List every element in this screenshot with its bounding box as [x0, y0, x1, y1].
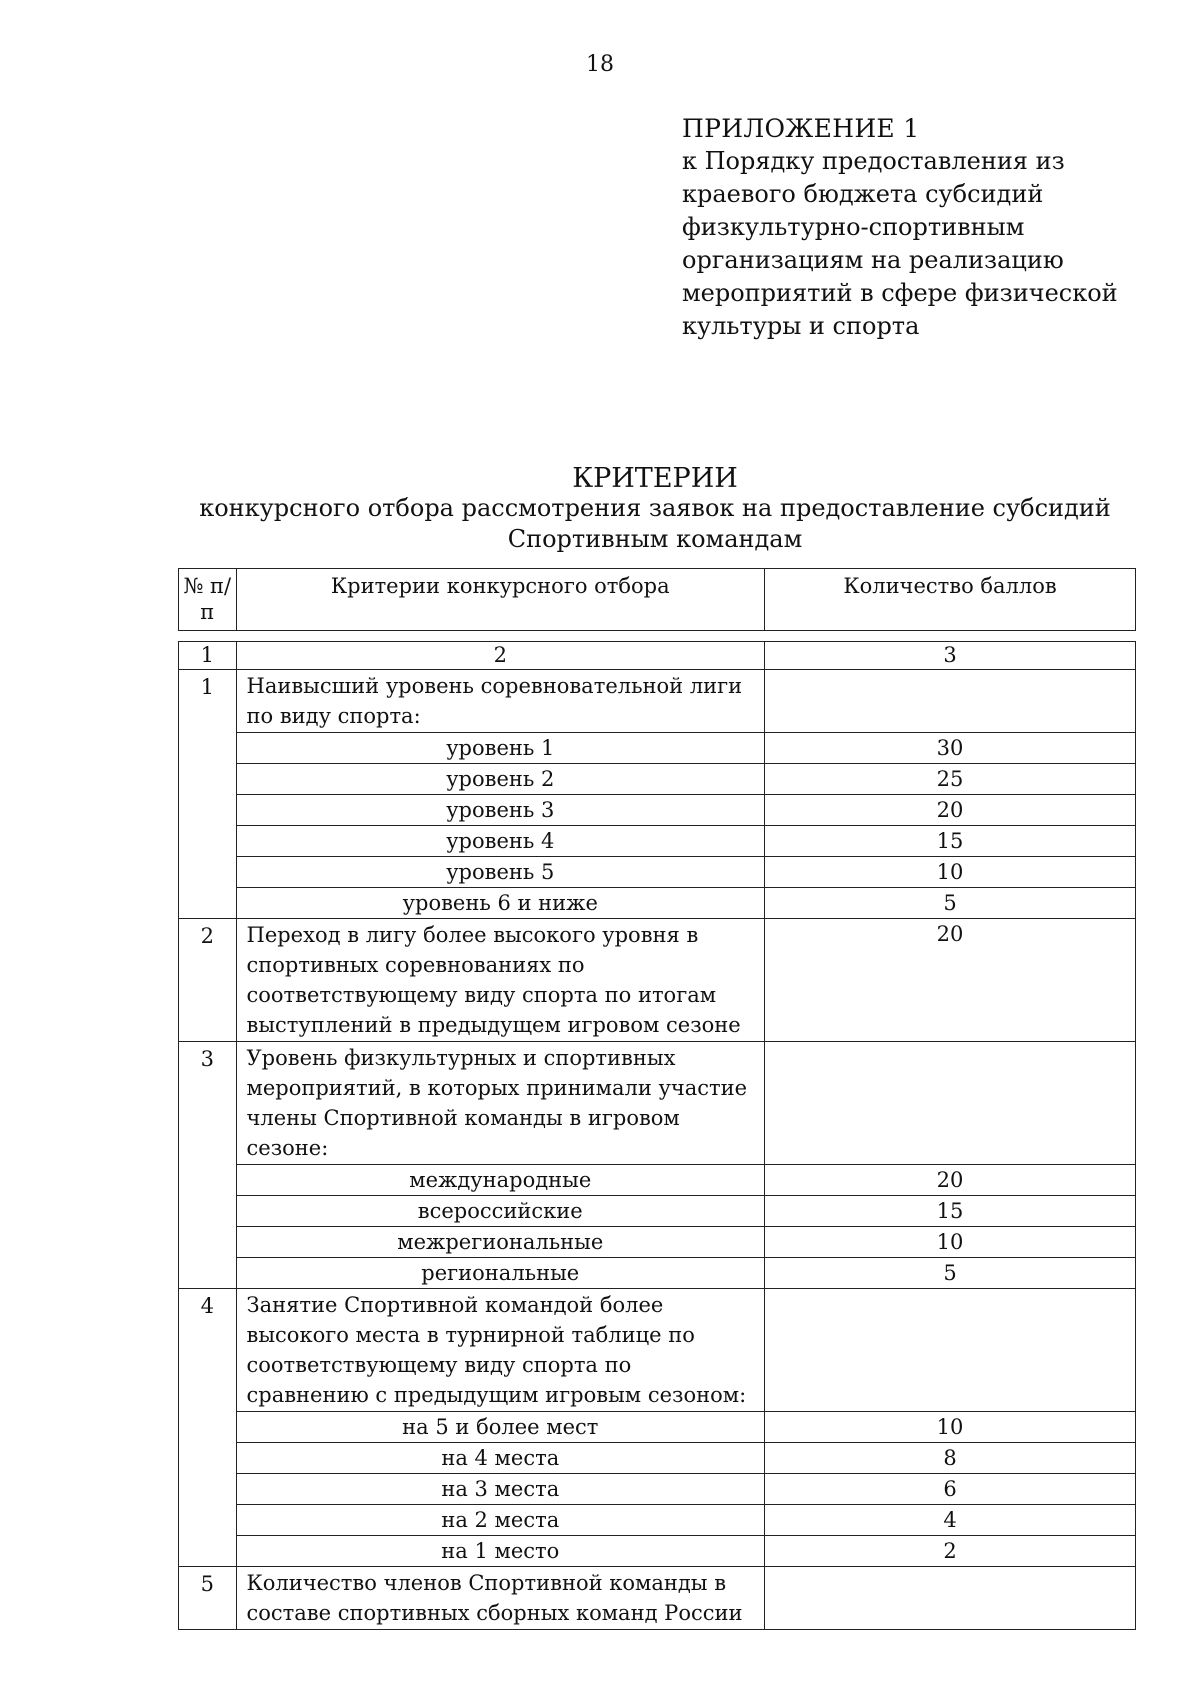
sub-criteria-label: на 5 и более мест — [236, 1412, 765, 1443]
sub-criteria-row — [179, 733, 1136, 764]
sub-criteria-points: 10 — [765, 1412, 1136, 1443]
sub-criteria-label: уровень 1 — [236, 733, 765, 764]
sub-criteria-label: уровень 2 — [236, 764, 765, 795]
document-title: КРИТЕРИИ — [572, 463, 738, 494]
header-num: № п/п — [179, 569, 237, 631]
column-number: 3 — [765, 642, 1136, 670]
sub-criteria-label: на 4 места — [236, 1443, 765, 1474]
sub-criteria-points: 15 — [765, 1196, 1136, 1227]
subtitle-line-1: конкурсного отбора рассмотрения заявок на предоставление субсидий — [199, 494, 1111, 522]
criteria-number: 1 — [179, 670, 237, 919]
sub-criteria-label: уровень 6 и ниже — [236, 888, 765, 919]
criteria-number: 3 — [179, 1042, 237, 1289]
appendix-line: организациям на реализацию — [682, 246, 1064, 274]
column-number: 2 — [236, 642, 765, 670]
criteria-points — [765, 1289, 1136, 1412]
sub-criteria-row — [179, 857, 1136, 888]
sub-criteria-row — [179, 795, 1136, 826]
sub-criteria-label: межрегиональные — [236, 1227, 765, 1258]
criteria-number: 5 — [179, 1567, 237, 1630]
sub-criteria-label: всероссийские — [236, 1196, 765, 1227]
sub-criteria-points: 8 — [765, 1443, 1136, 1474]
sub-criteria-points: 10 — [765, 1227, 1136, 1258]
criteria-points — [765, 1042, 1136, 1165]
appendix-line: мероприятий в сфере физической — [682, 279, 1118, 307]
sub-criteria-points: 10 — [765, 857, 1136, 888]
sub-criteria-label: международные — [236, 1165, 765, 1196]
sub-criteria-row — [179, 764, 1136, 795]
sub-criteria-row — [179, 1505, 1136, 1536]
appendix-block — [682, 112, 1152, 343]
sub-criteria-points: 15 — [765, 826, 1136, 857]
subtitle-line-2: Спортивным командам — [507, 525, 803, 553]
sub-criteria-row — [179, 1258, 1136, 1289]
sub-criteria-row — [179, 888, 1136, 919]
sub-criteria-points: 20 — [765, 795, 1136, 826]
criteria-row — [179, 670, 1136, 733]
criteria-row — [179, 1289, 1136, 1412]
page-number: 18 — [586, 52, 614, 77]
sub-criteria-label: на 2 места — [236, 1505, 765, 1536]
criteria-row — [179, 1042, 1136, 1165]
sub-criteria-points: 20 — [765, 1165, 1136, 1196]
column-number: 1 — [179, 642, 237, 670]
criteria-text: Переход в лигу более высокого уровня в спортивных соревнованиях по соответствующему виду спорта по итогам выступлений в предыдущем игровом сезоне — [236, 919, 765, 1042]
sub-criteria-points: 4 — [765, 1505, 1136, 1536]
appendix-line: культуры и спорта — [682, 312, 920, 340]
criteria-points: 20 — [765, 919, 1136, 1042]
criteria-number: 4 — [179, 1289, 237, 1567]
sub-criteria-points: 30 — [765, 733, 1136, 764]
appendix-heading: ПРИЛОЖЕНИЕ 1 — [682, 114, 920, 143]
appendix-line: краевого бюджета субсидий — [682, 180, 1044, 208]
sub-criteria-points: 5 — [765, 1258, 1136, 1289]
header-points: Количество баллов — [765, 569, 1136, 631]
header-criteria: Критерии конкурсного отбора — [236, 569, 765, 631]
sub-criteria-row — [179, 1536, 1136, 1567]
criteria-text: Уровень физкультурных и спортивных мероприятий, в которых принимали участие члены Спортивной команды в игровом сезоне: — [236, 1042, 765, 1165]
criteria-row — [179, 919, 1136, 1042]
criteria-text: Наивысший уровень соревновательной лиги по виду спорта: — [236, 670, 765, 733]
sub-criteria-row — [179, 1412, 1136, 1443]
document-subtitle — [0, 493, 1200, 555]
criteria-points — [765, 1567, 1136, 1630]
appendix-line: физкультурно-спортивным — [682, 213, 1025, 241]
table-header-row — [179, 569, 1136, 631]
criteria-number: 2 — [179, 919, 237, 1042]
sub-criteria-label: на 1 место — [236, 1536, 765, 1567]
sub-criteria-row — [179, 826, 1136, 857]
table-spacer — [179, 631, 1136, 642]
sub-criteria-points: 2 — [765, 1536, 1136, 1567]
sub-criteria-points: 5 — [765, 888, 1136, 919]
sub-criteria-label: региональные — [236, 1258, 765, 1289]
appendix-line: к Порядку предоставления из — [682, 147, 1065, 175]
sub-criteria-label: уровень 4 — [236, 826, 765, 857]
sub-criteria-points: 6 — [765, 1474, 1136, 1505]
criteria-text: Количество членов Спортивной команды в составе спортивных сборных команд России — [236, 1567, 765, 1630]
sub-criteria-label: уровень 3 — [236, 795, 765, 826]
sub-criteria-label: на 3 места — [236, 1474, 765, 1505]
sub-criteria-row — [179, 1196, 1136, 1227]
criteria-points — [765, 670, 1136, 733]
column-number-row — [179, 642, 1136, 670]
sub-criteria-row — [179, 1474, 1136, 1505]
sub-criteria-label: уровень 5 — [236, 857, 765, 888]
sub-criteria-row — [179, 1227, 1136, 1258]
criteria-text: Занятие Спортивной командой более высокого места в турнирной таблице по соответствующему виду спорта по сравнению с предыдущим игровым сезоном: — [236, 1289, 765, 1412]
criteria-table — [178, 568, 1136, 1630]
sub-criteria-row — [179, 1165, 1136, 1196]
sub-criteria-points: 25 — [765, 764, 1136, 795]
criteria-row — [179, 1567, 1136, 1630]
sub-criteria-row — [179, 1443, 1136, 1474]
